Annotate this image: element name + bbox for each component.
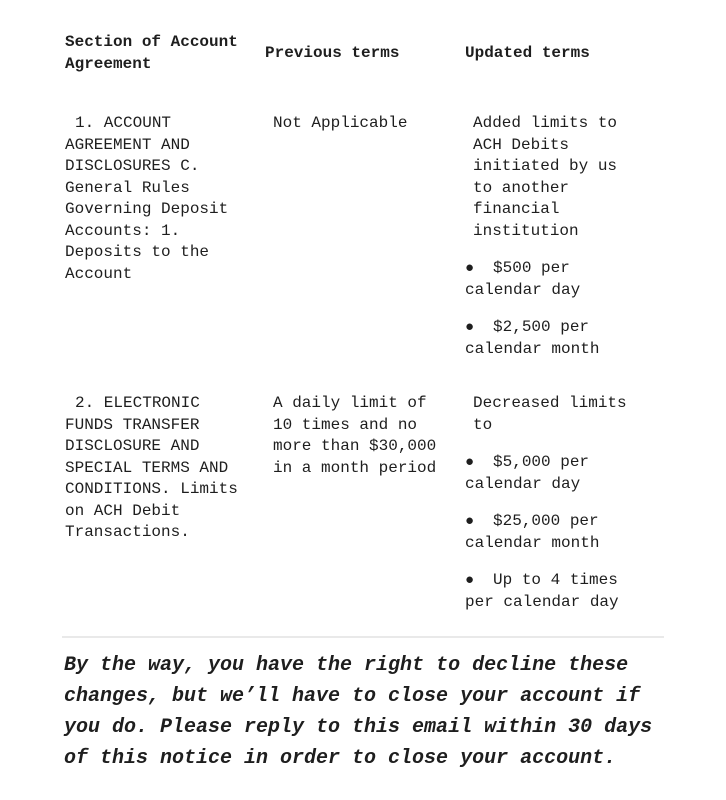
horizontal-divider xyxy=(62,636,664,638)
list-item xyxy=(465,452,637,495)
column-header-updated-terms: Updated terms xyxy=(465,43,590,62)
updated-terms-intro: Added limits to ACH Debits initiated by us to another financial institution xyxy=(473,114,618,240)
bullet-text: $25,000 per calendar month xyxy=(465,512,600,552)
table-header-row xyxy=(65,32,637,75)
bullet-icon: ● xyxy=(465,454,475,471)
column-header-section: Section of Account Agreement xyxy=(65,33,238,73)
bullet-text: $5,000 per calendar day xyxy=(465,453,590,493)
updated-terms-cell xyxy=(465,393,637,613)
updated-terms-cell xyxy=(465,113,637,360)
updated-terms-intro: Decreased limits to xyxy=(473,394,627,434)
table-row xyxy=(65,113,637,360)
bullet-text: Up to 4 times per calendar day xyxy=(465,571,619,611)
list-item xyxy=(465,570,637,613)
decline-notice-paragraph: By the way, you have the right to decline these changes, but we’ll have to close your account if you do. Please reply to this email within 30 days of this notice in order to close your account. xyxy=(64,654,653,770)
list-item xyxy=(465,258,637,301)
section-cell: 2. ELECTRONIC FUNDS TRANSFER DISCLOSURE AND SPECIAL TERMS AND CONDITIONS. Limits on ACH Debit Transactions. xyxy=(65,394,238,541)
previous-terms-cell: A daily limit of 10 times and no more than $30,000 in a month period xyxy=(273,394,437,477)
table-row xyxy=(65,393,637,613)
account-changes-table xyxy=(65,32,637,613)
bullet-icon: ● xyxy=(465,572,475,589)
list-item xyxy=(465,317,637,360)
column-header-previous-terms: Previous terms xyxy=(265,43,400,62)
list-item xyxy=(465,511,637,554)
bullet-icon: ● xyxy=(465,513,475,530)
bullet-icon: ● xyxy=(465,260,475,277)
bullet-text: $2,500 per calendar month xyxy=(465,318,600,358)
bullet-icon: ● xyxy=(465,319,475,336)
bullet-text: $500 per calendar day xyxy=(465,259,581,299)
previous-terms-cell: Not Applicable xyxy=(273,114,408,132)
section-cell: 1. ACCOUNT AGREEMENT AND DISCLOSURES C. General Rules Governing Deposit Accounts: 1. Deposits to the Account xyxy=(65,114,229,283)
